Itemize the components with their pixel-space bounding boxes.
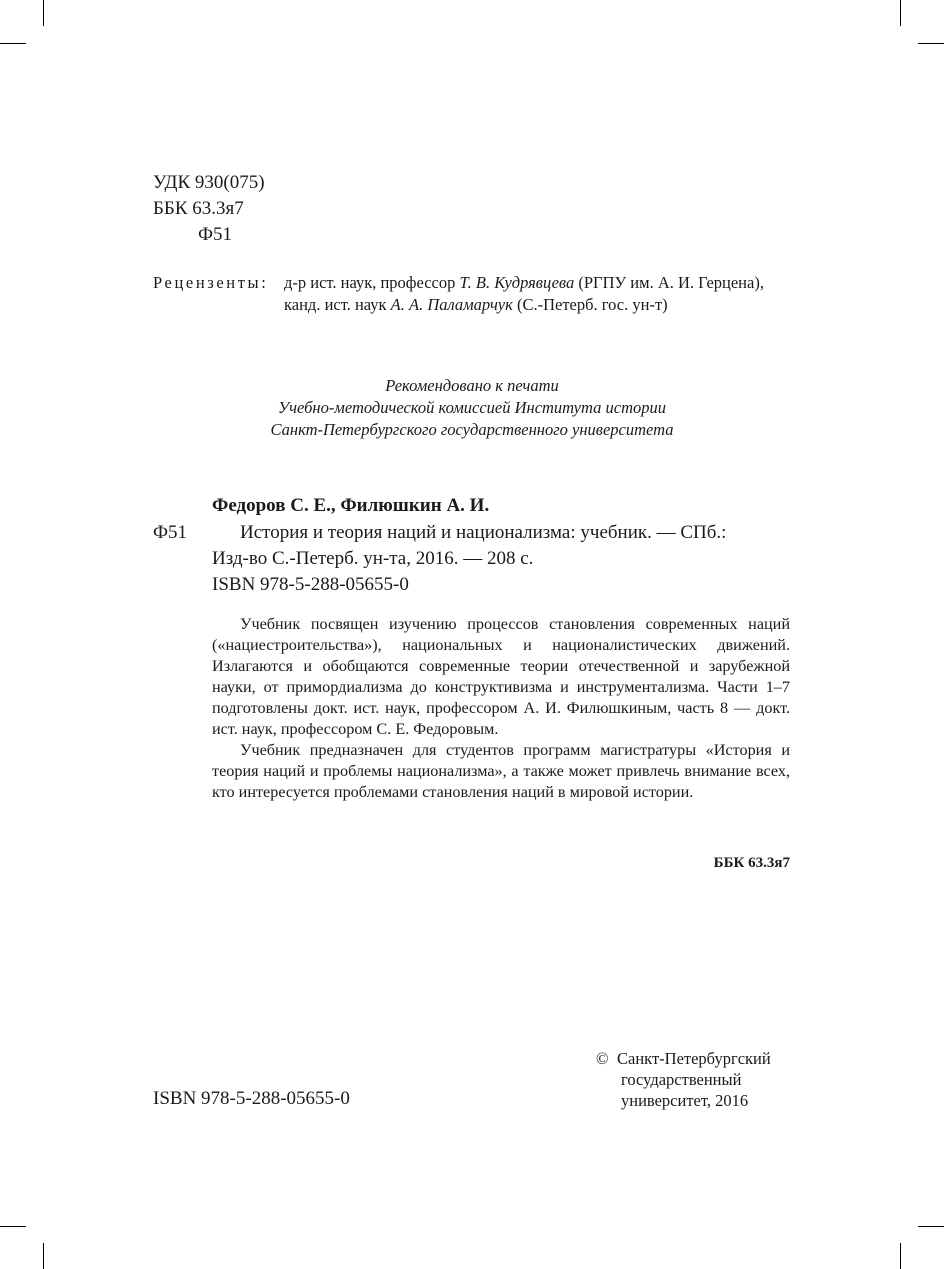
reviewer-2-name: А. А. Паламарчук [390,295,513,314]
book-title-line-2: Изд-во С.-Петерб. ун-та, 2016. — 208 с. [212,548,534,569]
crop-mark-top-right-v [900,0,901,26]
book-isbn: ISBN 978-5-288-05655-0 [212,574,409,595]
author-code: Ф51 [198,224,233,245]
copyright-line-1: Санкт-Петербургский [617,1049,771,1068]
crop-mark-top-right-h [918,43,944,44]
crop-mark-bottom-left-h [0,1226,26,1227]
bbk-code: ББК 63.3я7 [153,198,244,219]
bibliography-code: Ф51 [153,522,188,543]
reviewer-1-suffix: (РГПУ им. А. И. Герцена), [574,273,764,292]
recommendation-line-2: Учебно-методической комиссией Института истории [278,398,666,417]
reviewer-2 [284,294,668,316]
crop-mark-bottom-right-h [918,1226,944,1227]
annotation-paragraph-1: Учебник посвящен изучению процессов становления современных наций («нациестроительства»), национальных и националистических движений. Излагаются и обобщаются современные теории отечественной и зарубежной науки, от примордиализма до конструктивизма и инструментализма. Части 1–7 подготовлены докт. ист. наук, профессором А. И. Филюшкиным, часть 8 — докт. ист. наук, профессором С. Е. Федоровым. [212,615,790,738]
crop-mark-top-left-h [0,43,26,44]
crop-mark-top-left-v [43,0,44,26]
crop-mark-bottom-right-v [900,1243,901,1269]
book-title-line-1: История и теория наций и национализма: учебник. — СПб.: [240,522,727,543]
bbk-footer: ББК 63.3я7 [713,855,790,871]
copyright-line-2: государственный [621,1070,742,1089]
footer-isbn: ISBN 978-5-288-05655-0 [153,1088,350,1109]
book-authors: Федоров С. Е., Филюшкин А. И. [212,495,490,516]
reviewer-2-suffix: (С.-Петерб. гос. ун-т) [512,295,668,314]
annotation-paragraph-2: Учебник предназначен для студентов программ магистратуры «История и теория наций и проблемы национализма», а также может привлечь внимание всех, кто интересуется проблемами становления наций в мировой истории. [212,741,790,801]
reviewer-1 [284,272,764,294]
copyright-line-3: университет, 2016 [621,1091,749,1110]
udk-code: УДК 930(075) [153,172,265,193]
recommendation-line-1: Рекомендовано к печати [385,376,559,395]
reviewer-1-prefix: д-р ист. наук, профессор [284,273,460,292]
reviewers-label: Рецензенты: [153,273,269,292]
crop-mark-bottom-left-v [43,1243,44,1269]
annotation [212,614,790,803]
reviewer-2-prefix: канд. ист. наук [284,295,391,314]
recommendation-line-3: Санкт-Петербургского государственного университета [270,420,674,439]
copyright-symbol: © [596,1049,609,1068]
reviewer-1-name: Т. В. Кудрявцева [459,273,575,292]
